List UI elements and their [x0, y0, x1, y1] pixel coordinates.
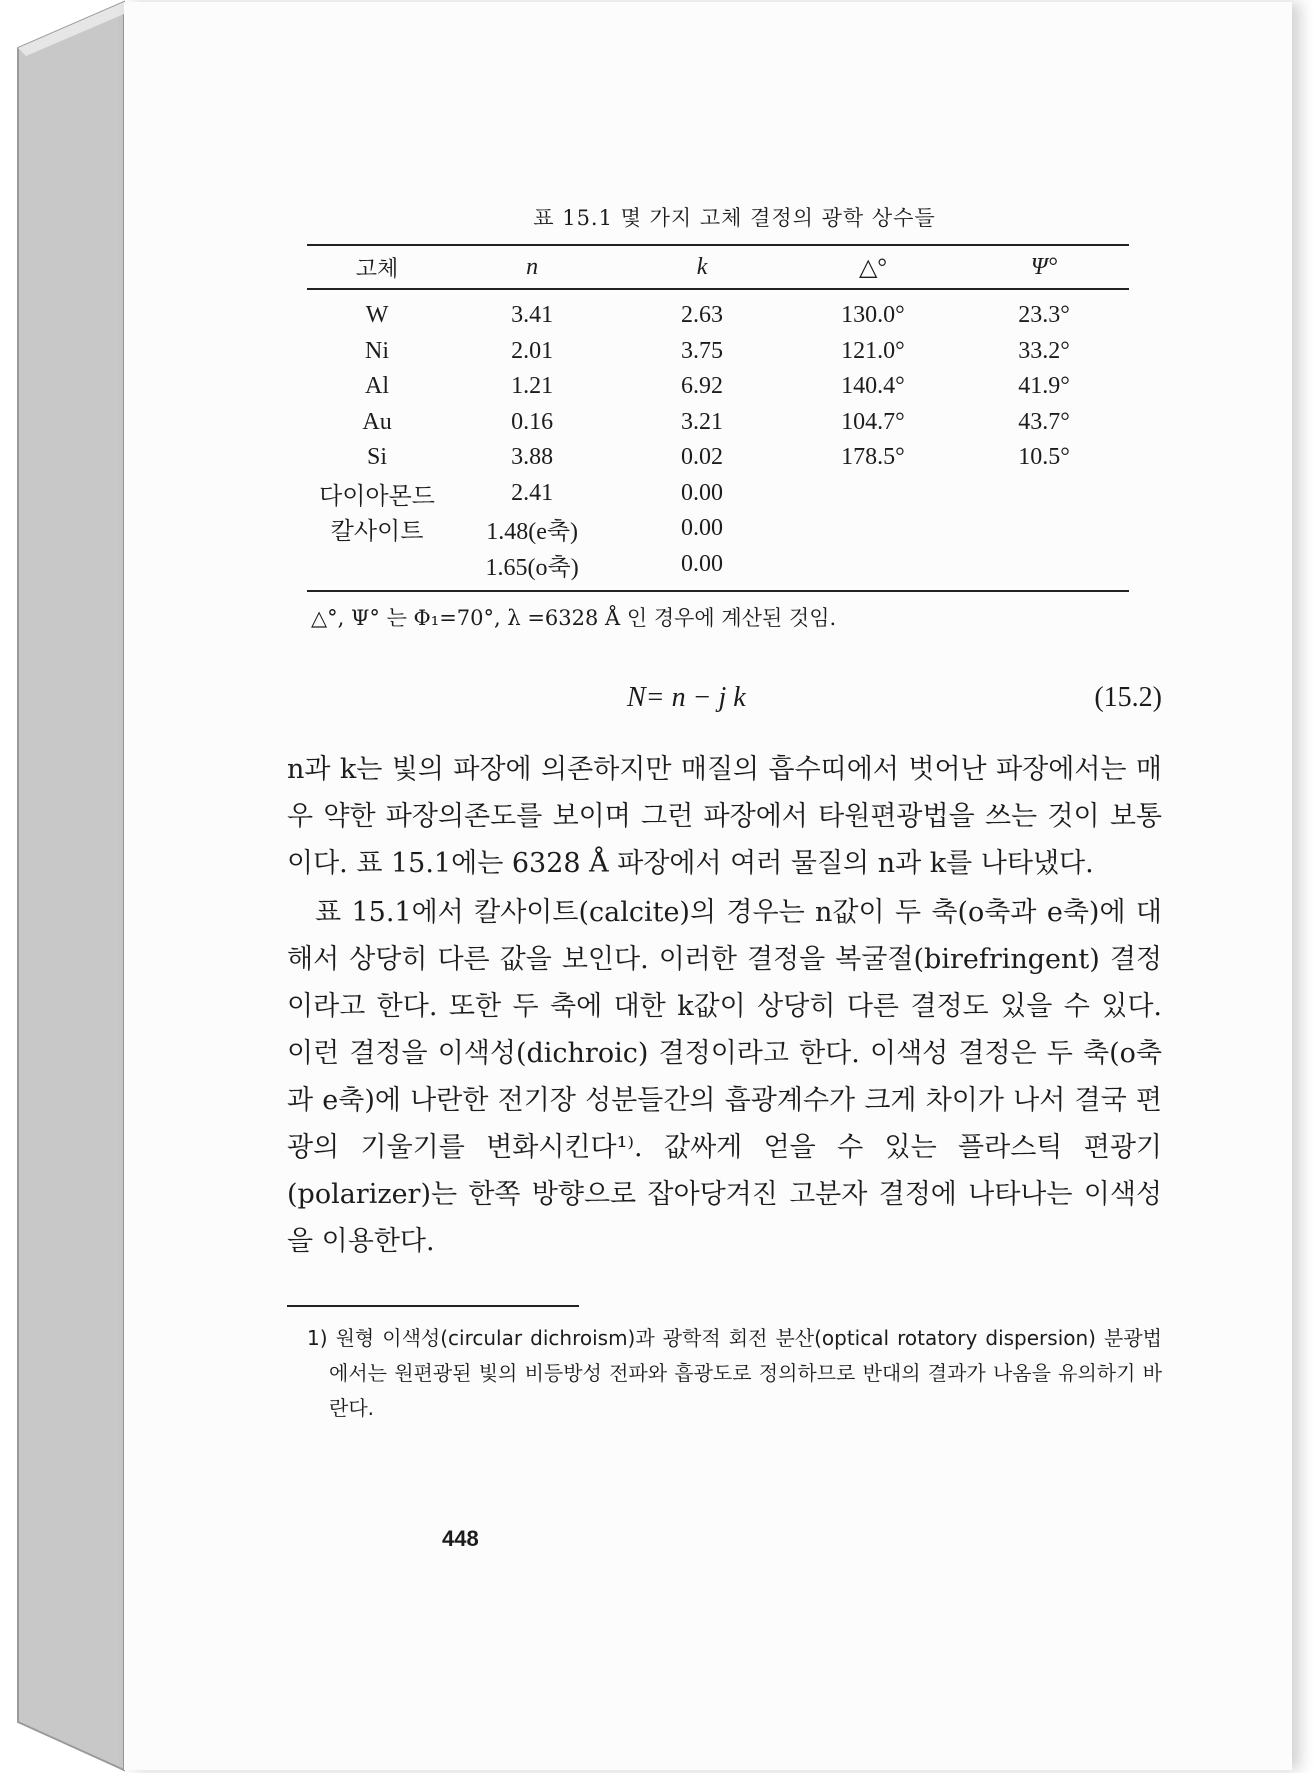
paragraph-2: 표 15.1에서 칼사이트(calcite)의 경우는 n값이 두 축(o축과 e축)에 대해서 상당히 다른 값을 보인다. 이러한 결정을 복굴절(birefringent) 결정이라고 한다. 또한 두 축에 대한 k값이 상당히 다른 결정도 있을 수 있다. 이런 결정을 이색성(dichroic) 결정이라고 한다. 이색성 결정은 두 축(o축과 e축)에 나란한 전기장 성분들간의 흡광계수가 크게 차이가 나서 결국 편광의 기울기를 변화시킨다¹⁾. 값싸게 얻을 수 있는 플라스틱 편광기(polarizer)는 한쪽 방향으로 잡아당겨진 고분자 결정에 나타나는 이색성을 이용한다.	[287, 897, 1162, 1257]
header-solid: 고체	[355, 255, 399, 281]
table-cell: 3.21	[681, 408, 724, 435]
header-psi: Ψ°	[1030, 253, 1058, 280]
table-cell: 1.21	[511, 373, 554, 400]
table-cell: 3.88	[511, 444, 554, 471]
table-cell: 23.3°	[1018, 302, 1070, 329]
table-row	[307, 547, 1129, 592]
table-title: 표 15.1 몇 가지 고체 결정의 광학 상수들	[533, 206, 936, 230]
table-cell: Al	[365, 373, 390, 400]
table-cell: 2.41	[511, 479, 554, 506]
table-cell: 6.92	[681, 373, 724, 400]
table-row	[307, 476, 1129, 512]
table-cell: 0.00	[681, 479, 724, 506]
table-cell: 140.4°	[841, 373, 905, 400]
header-k: k	[696, 253, 708, 280]
table-cell: 칼사이트	[330, 519, 424, 546]
table-note: △°, Ψ° 는 Φ₁=70°, λ =6328 Å 인 경우에 계산된 것임.	[311, 606, 837, 630]
table-row	[307, 369, 1129, 405]
table-cell	[959, 511, 1129, 547]
table-cell	[959, 547, 1129, 592]
table-cell: 2.01	[511, 337, 554, 364]
table-cell: W	[365, 302, 389, 329]
table-cell	[959, 476, 1129, 512]
table-cell	[787, 547, 959, 592]
table-cell	[787, 511, 959, 547]
table-row	[307, 334, 1129, 370]
table-row	[307, 405, 1129, 441]
table-cell: 10.5°	[1018, 444, 1070, 471]
table-cell: Ni	[365, 337, 390, 364]
footnote: 1) 원형 이색성(circular dichroism)과 광학적 회전 분산(optical rotatory dispersion) 분광법에서는 원편광된 빛의 비등방성 전파와 흡광도로 정의하므로 반대의 결과가 나옴을 유의하기 바란다.	[307, 1326, 1162, 1420]
optical-constants-table	[307, 244, 1129, 592]
header-delta: △°	[858, 254, 888, 281]
table-row	[307, 440, 1129, 476]
equation-15-2	[287, 674, 1162, 724]
table-row	[307, 289, 1129, 334]
body-text	[287, 746, 1162, 1265]
book-page	[124, 2, 1292, 1770]
table-cell: 3.75	[681, 337, 724, 364]
table-body	[307, 289, 1129, 591]
table-cell: 0.00	[681, 550, 724, 577]
equation-body: N= n − j k	[627, 682, 746, 713]
table-cell: Au	[362, 408, 392, 435]
table-cell: 104.7°	[841, 408, 905, 435]
table-cell: 1.48(e축)	[486, 519, 579, 546]
table-row	[307, 511, 1129, 547]
table-cell: 121.0°	[841, 337, 905, 364]
header-n: n	[526, 253, 539, 280]
table-cell: 0.16	[511, 408, 554, 435]
table-header-row	[307, 245, 1129, 289]
table-cell: 33.2°	[1018, 337, 1070, 364]
table-cell: Si	[367, 444, 388, 471]
table-cell: 178.5°	[841, 444, 905, 471]
table-cell: 2.63	[681, 302, 724, 329]
footnote-divider	[287, 1305, 579, 1307]
page-content	[287, 202, 1162, 1426]
table-cell: 1.65(o축)	[485, 554, 579, 581]
table-cell: 0.02	[681, 444, 724, 471]
table-cell: 41.9°	[1018, 373, 1070, 400]
page-number: 448	[442, 1526, 479, 1551]
table-cell: 130.0°	[841, 302, 905, 329]
table-cell: 다이아몬드	[319, 483, 435, 510]
table-cell	[787, 476, 959, 512]
table-cell: 0.00	[681, 515, 724, 542]
table-cell	[307, 547, 447, 592]
equation-number: (15.2)	[1094, 682, 1162, 713]
table-cell: 3.41	[511, 302, 554, 329]
paragraph-1: n과 k는 빛의 파장에 의존하지만 매질의 흡수띠에서 벗어난 파장에서는 매우 약한 파장의존도를 보이며 그런 파장에서 타원편광법을 쓰는 것이 보통이다. 표 15.1에는 6328 Å 파장에서 여러 물질의 n과 k를 나타냈다.	[287, 754, 1162, 879]
table-cell: 43.7°	[1018, 408, 1070, 435]
book-spine	[0, 0, 130, 1773]
